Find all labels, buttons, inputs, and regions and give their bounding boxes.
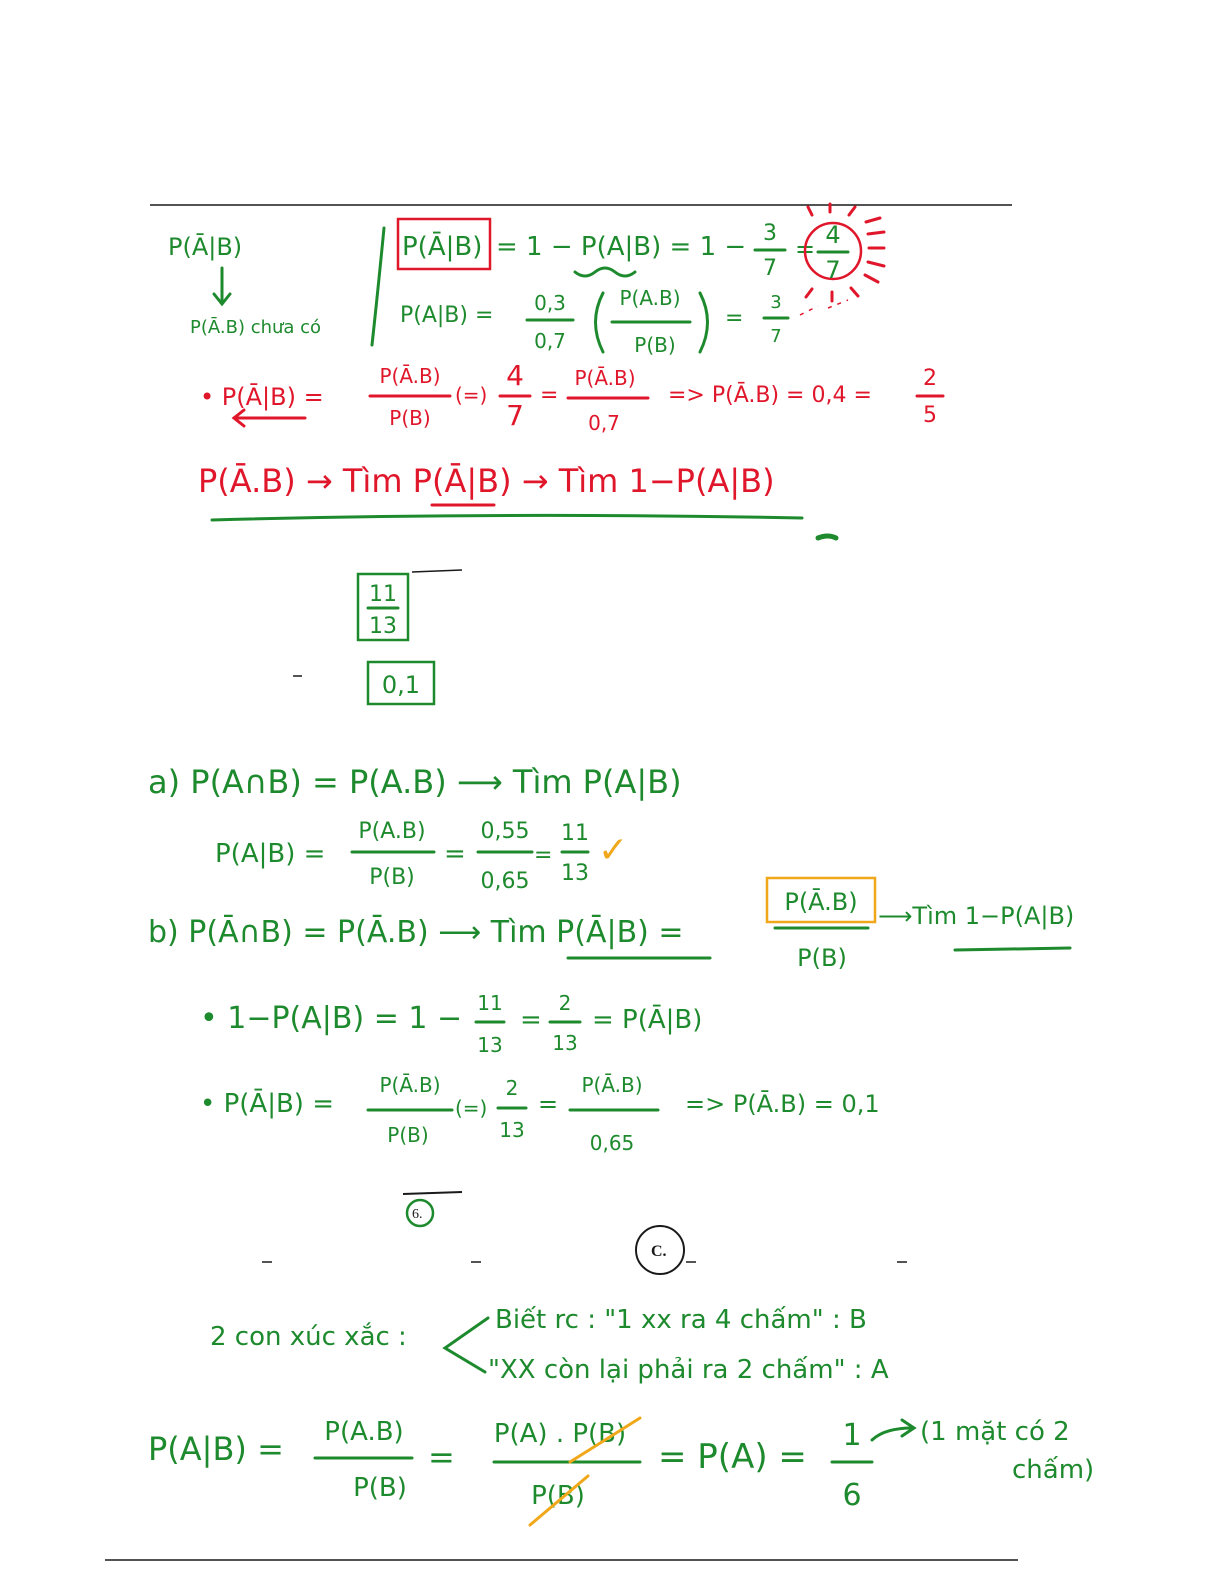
block2-part-a: [148, 763, 682, 894]
red-f3-num: P(Ā.B): [574, 366, 636, 390]
answer-boxes: [293, 570, 462, 704]
a2-lhs: P(A|B) =: [215, 839, 326, 869]
f-f3-num: 1: [842, 1418, 862, 1453]
block3-dice: [210, 1305, 889, 1385]
block1-red-line: [200, 359, 943, 435]
box2-value: 0,1: [381, 671, 421, 699]
f-eq2: = P(A) =: [658, 1437, 807, 1477]
eq2-lhs: P(A|B) =: [400, 303, 494, 328]
dashed-rays: [800, 300, 848, 315]
b-frac-den: P(B): [797, 944, 847, 972]
b-line: b) P(Ā∩B) = P(Ā.B) ⟶ Tìm P(Ā|B) =: [148, 915, 684, 950]
red-f1-den: P(B): [389, 406, 431, 430]
eq1-frac-den: 7: [763, 256, 777, 281]
red-f2-num: 4: [506, 359, 524, 392]
c2-f3-num: P(Ā.B): [581, 1073, 643, 1097]
c2-eq: =: [538, 1090, 559, 1118]
eq1-ans-den: 7: [825, 256, 841, 284]
note-line2: chấm): [1012, 1455, 1095, 1485]
eq1-eq: =: [795, 235, 816, 263]
a2-eq2: =: [534, 843, 553, 868]
red-f4-den: 5: [923, 403, 937, 428]
red-lhs: • P(Ā|B) =: [200, 383, 324, 411]
f-eq1: =: [428, 1438, 455, 1476]
printed-fragments: [262, 1192, 907, 1274]
a-line: a) P(A∩B) = P(A.B) ⟶ Tìm P(A|B): [148, 763, 682, 801]
eq2-res-den: 7: [770, 326, 782, 347]
f-f1-num: P(A.B): [324, 1417, 404, 1447]
choice-c: C.: [651, 1243, 667, 1260]
a2-f3-den: 13: [561, 861, 589, 886]
c1-lhs: • 1−P(A|B) = 1 −: [200, 1001, 463, 1036]
summary-line: P(Ā.B) → Tìm P(Ā|B) → Tìm 1−P(A|B): [198, 462, 775, 500]
print-overline: [403, 1192, 462, 1194]
f-f2-den: P(B): [531, 1481, 585, 1511]
paren-right: [700, 293, 708, 352]
left-title: P(Ā|B): [168, 233, 243, 261]
c1-eq: =: [520, 1005, 542, 1035]
bracket-divider: [372, 228, 384, 345]
print-overline: [412, 570, 462, 572]
question-number: 6.: [412, 1207, 423, 1222]
a2-eq1: =: [444, 839, 466, 869]
block2-part-b: [148, 878, 1074, 972]
underline: [955, 948, 1070, 950]
box1-num: 11: [369, 582, 397, 607]
a2-f2-den: 0,65: [480, 869, 530, 894]
c2-iff: (=): [455, 1096, 488, 1120]
c1-f1-num: 11: [477, 991, 503, 1015]
remaining-condition: "XX còn lại phải ra 2 chấm" : A: [488, 1355, 889, 1385]
red-f2-den: 7: [506, 399, 524, 432]
f-f1-den: P(B): [353, 1473, 407, 1503]
c2-lhs: • P(Ā|B) =: [200, 1089, 334, 1119]
a2-f1-num: P(A.B): [358, 819, 426, 844]
eq1-lhs: P(Ā|B): [402, 232, 483, 262]
paren-left: [596, 293, 604, 352]
b-frac-num: P(Ā.B): [784, 888, 858, 916]
c1-f2-den: 13: [552, 1031, 578, 1055]
block3-formula: [148, 1417, 1094, 1525]
f-lhs: P(A|B) =: [148, 1430, 284, 1468]
eq2-frac-num: 0,3: [534, 291, 566, 315]
block2-calc1: [200, 991, 702, 1057]
c2-tail: => P(Ā.B) = 0,1: [685, 1090, 880, 1118]
red-f1-num: P(Ā.B): [379, 364, 441, 388]
brace-icon: [445, 1318, 488, 1372]
known-condition: Biết rc : "1 xx ra 4 chấm" : B: [495, 1305, 867, 1335]
red-imp: => P(Ā.B) = 0,4 =: [668, 383, 872, 408]
wavy-underline: [575, 268, 635, 276]
eq1-mid: = 1 − P(A|B) = 1 −: [496, 232, 747, 262]
green-separator: [212, 515, 802, 520]
a2-f2-num: 0,55: [480, 819, 530, 844]
c2-f1-num: P(Ā.B): [379, 1073, 441, 1097]
b-tail: ⟶Tìm 1−P(A|B): [878, 902, 1075, 930]
c1-f2-num: 2: [558, 991, 572, 1015]
eq2-res-num: 3: [770, 292, 782, 313]
check-icon: ✓: [598, 830, 629, 871]
block1-summary: [198, 462, 836, 538]
eq2-paren-den: P(B): [634, 333, 676, 357]
red-iff: (=): [455, 383, 488, 407]
block1-left-note: [168, 232, 321, 338]
eq2-eq: =: [725, 306, 744, 331]
f-f2-num: P(A) . P(B): [493, 1419, 627, 1449]
dice-label: 2 con xúc xắc :: [210, 1322, 407, 1352]
a2-f3-num: 11: [561, 821, 589, 846]
block1-eq2: [400, 286, 848, 357]
eq1-ans-num: 4: [825, 221, 841, 249]
f-f3-den: 6: [842, 1478, 862, 1513]
eq2-paren-num: P(A.B): [619, 286, 681, 310]
note-line1: (1 mặt có 2: [920, 1417, 1070, 1447]
a2-f1-den: P(B): [369, 865, 415, 890]
block2-calc2: [200, 1073, 880, 1155]
red-eq: =: [540, 383, 559, 408]
red-f3-den: 0,7: [588, 411, 620, 435]
box1-den: 13: [369, 614, 397, 639]
eq1-frac-num: 3: [763, 221, 777, 246]
left-arrow-label: P(Ā.B) chưa có: [190, 317, 322, 338]
c2-f2-den: 13: [499, 1118, 525, 1142]
red-f4-num: 2: [923, 366, 937, 391]
c2-f3-den: 0,65: [589, 1131, 635, 1155]
ink-dot: [818, 536, 836, 538]
c1-tail: = P(Ā|B): [592, 1005, 703, 1035]
c2-f1-den: P(B): [387, 1123, 429, 1147]
c2-f2-num: 2: [505, 1076, 519, 1100]
eq2-frac-den: 0,7: [534, 329, 566, 353]
c1-f1-den: 13: [477, 1033, 503, 1057]
